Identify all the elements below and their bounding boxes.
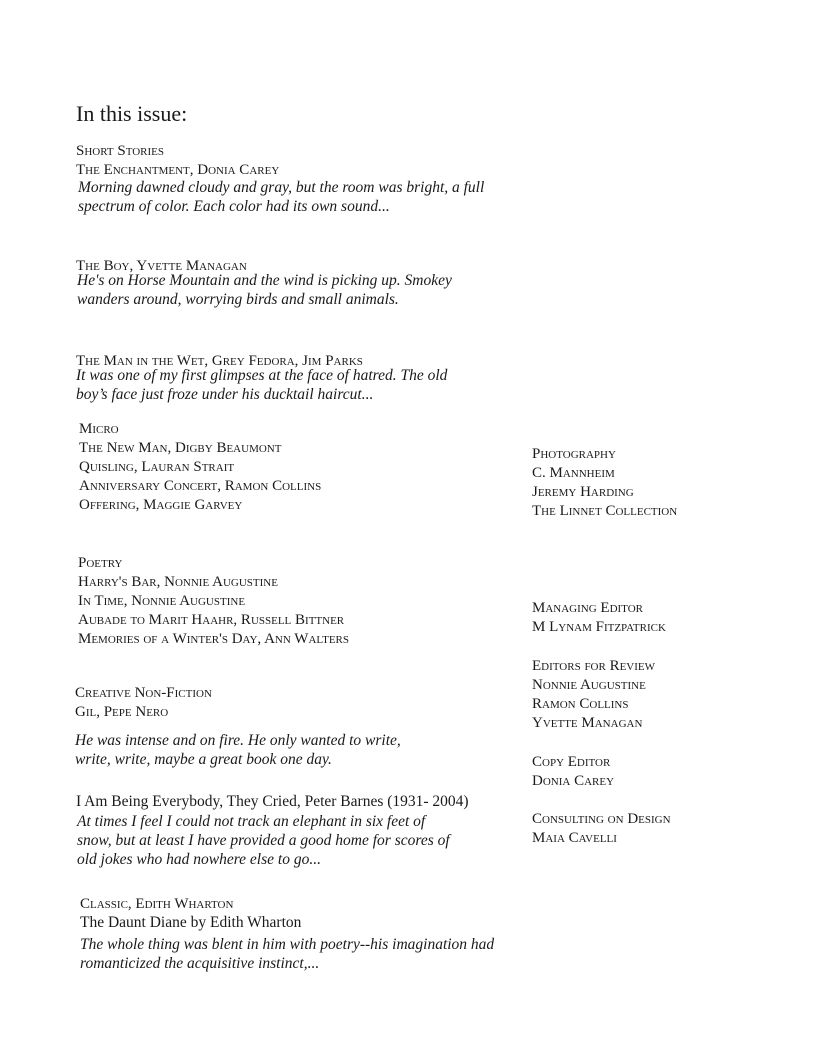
classic-excerpt xyxy=(80,935,494,973)
masthead-name: Ramon Collins xyxy=(532,696,629,712)
story-excerpt xyxy=(77,271,452,309)
masthead-editors-for-review xyxy=(532,657,655,733)
masthead-name: Nonnie Augustine xyxy=(532,677,646,693)
masthead-consulting-design xyxy=(532,810,671,848)
story-title[interactable]: The Boy, Yvette Managan xyxy=(76,258,247,274)
classic-title[interactable]: The Daunt Diane by Edith Wharton xyxy=(80,914,302,931)
story-excerpt xyxy=(76,366,447,404)
poetry-item[interactable]: Harry's Bar, Nonnie Augustine xyxy=(78,574,278,590)
masthead-name: The Linnet Collection xyxy=(532,503,678,519)
story-title[interactable]: The Man in the Wet, Grey Fedora, Jim Parks xyxy=(76,353,363,369)
excerpt-line: wanders around, worrying birds and small animals. xyxy=(77,291,399,308)
masthead-name: Yvette Managan xyxy=(532,715,643,731)
excerpt-line: At times I feel I could not track an elephant in six feet of xyxy=(77,813,426,830)
masthead-photography xyxy=(532,445,677,521)
masthead-name: Jeremy Harding xyxy=(532,484,634,500)
micro-item[interactable]: Offering, Maggie Garvey xyxy=(79,497,243,513)
section-label-short-stories: Short Stories xyxy=(76,143,165,159)
masthead-label: Photography xyxy=(532,446,616,462)
masthead-label: Consulting on Design xyxy=(532,811,671,827)
poetry-item[interactable]: In Time, Nonnie Augustine xyxy=(78,593,246,609)
poetry-item[interactable]: Memories of a Winter's Day, Ann Walters xyxy=(78,631,349,647)
excerpt-line: boy’s face just froze under his ducktail haircut... xyxy=(76,386,374,403)
excerpt-line: snow, but at least I have provided a good home for scores of xyxy=(77,832,450,849)
section-label-micro: Micro xyxy=(79,421,119,437)
page-heading: In this issue: xyxy=(76,101,188,126)
nonfiction-excerpt-2 xyxy=(77,812,450,869)
excerpt-line: It was one of my first glimpses at the face of hatred. The old xyxy=(76,367,448,384)
excerpt-line: Morning dawned cloudy and gray, but the room was bright, a full xyxy=(78,179,485,196)
masthead-managing-editor xyxy=(532,599,666,637)
nonfiction-section xyxy=(75,684,212,722)
excerpt-line: He was intense and on fire. He only wanted to write, xyxy=(75,732,401,749)
story-excerpt xyxy=(78,178,484,216)
masthead-label: Editors for Review xyxy=(532,658,656,674)
micro-item[interactable]: Anniversary Concert, Ramon Collins xyxy=(79,478,322,494)
nonfiction-title[interactable]: Gil, Pepe Nero xyxy=(75,704,169,720)
masthead-name: Maia Cavelli xyxy=(532,830,617,846)
story-title[interactable]: The Enchantment, Donia Carey xyxy=(76,162,280,178)
excerpt-line: romanticized the acquisitive instinct,... xyxy=(80,955,320,972)
excerpt-line: He's on Horse Mountain and the wind is picking up. Smokey xyxy=(77,272,452,289)
masthead-label: Managing Editor xyxy=(532,600,643,616)
poetry-item[interactable]: Aubade to Marit Haahr, Russell Bittner xyxy=(78,612,345,628)
masthead-copy-editor xyxy=(532,753,614,791)
nonfiction-title-2[interactable]: I Am Being Everybody, They Cried, Peter Barnes (1931- 2004) xyxy=(76,793,469,810)
micro-item[interactable]: Quisling, Lauran Strait xyxy=(79,459,235,475)
excerpt-line: The whole thing was blent in him with poetry--his imagination had xyxy=(80,936,495,953)
masthead-name: Donia Carey xyxy=(532,773,615,789)
section-label-nonfiction: Creative Non-Fiction xyxy=(75,685,212,701)
masthead-label: Copy Editor xyxy=(532,754,611,770)
excerpt-line: old jokes who had nowhere else to go... xyxy=(77,851,321,868)
masthead-name: M Lynam Fitzpatrick xyxy=(532,619,666,635)
masthead-name: C. Mannheim xyxy=(532,465,615,481)
excerpt-line: spectrum of color. Each color had its own sound... xyxy=(78,198,390,215)
micro-section xyxy=(79,420,321,515)
excerpt-line: write, write, maybe a great book one day. xyxy=(75,751,332,768)
poetry-section xyxy=(78,554,349,649)
section-label-classic: Classic, Edith Wharton xyxy=(80,896,234,912)
nonfiction-excerpt xyxy=(75,731,401,769)
micro-item[interactable]: The New Man, Digby Beaumont xyxy=(79,440,282,456)
section-label-poetry: Poetry xyxy=(78,555,123,571)
